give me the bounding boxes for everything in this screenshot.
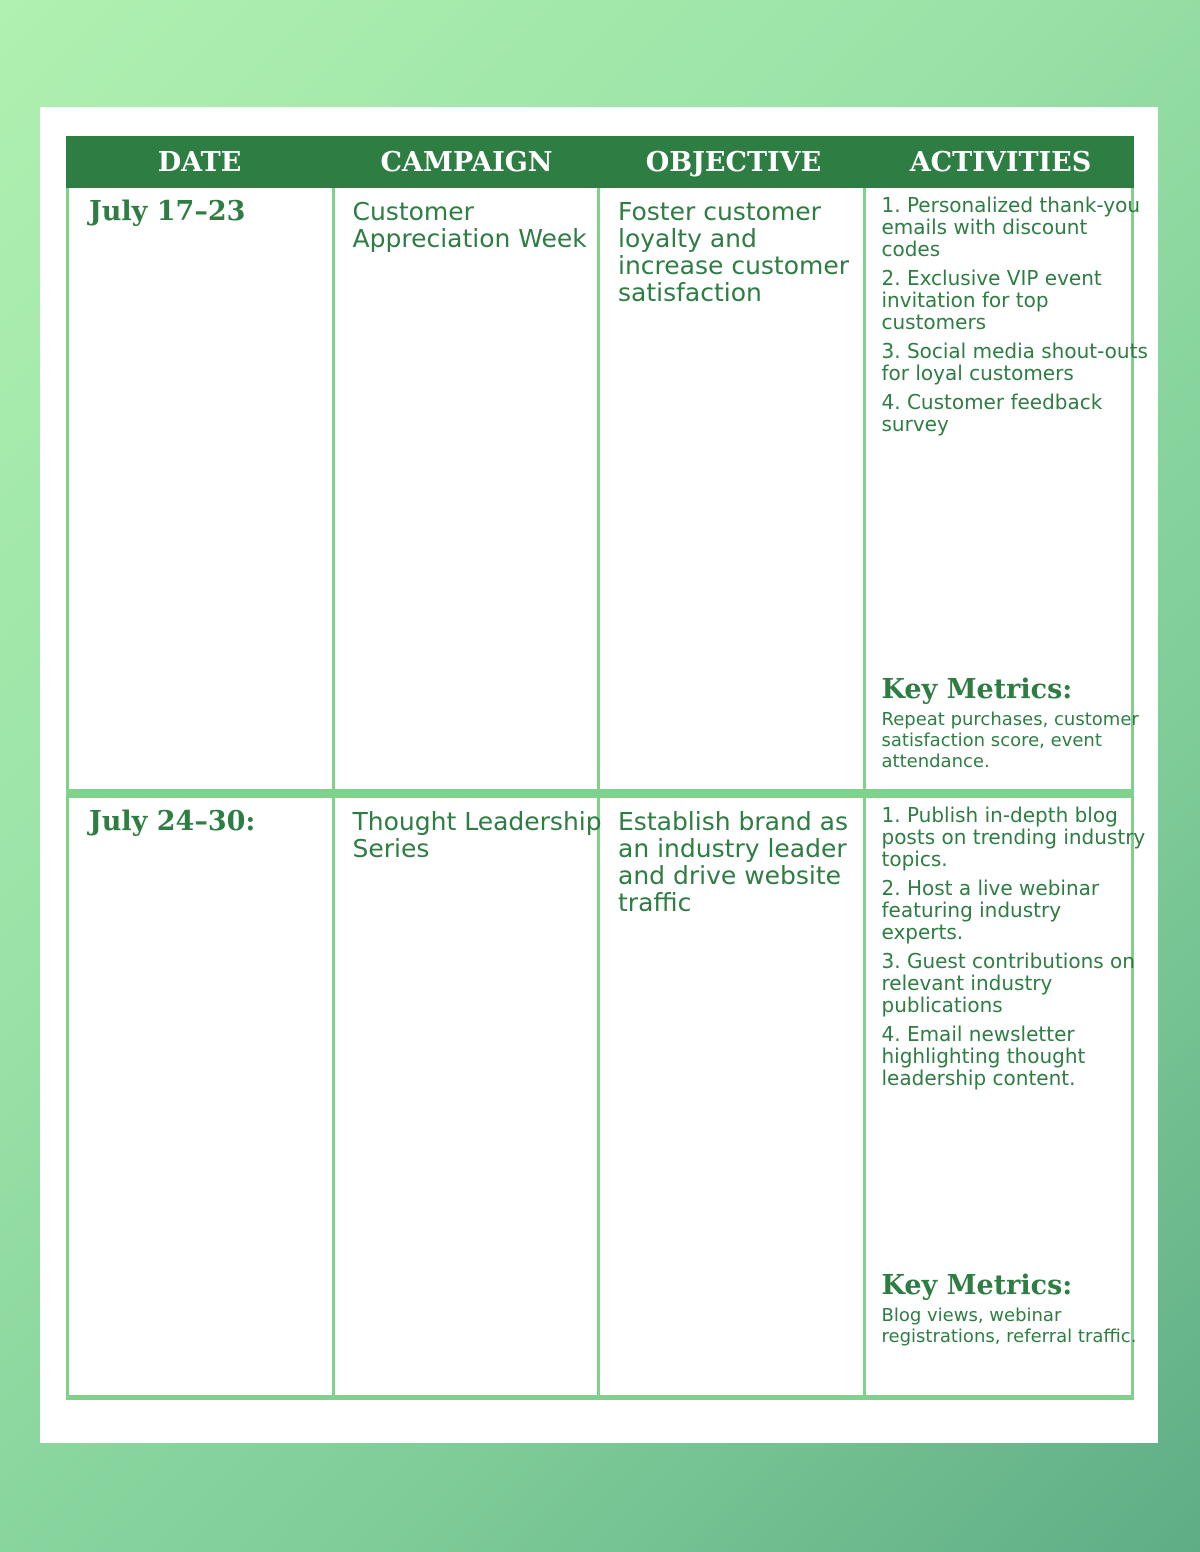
marketing-calendar-table bbox=[66, 136, 1148, 1400]
campaign-cell bbox=[335, 188, 601, 789]
activity-item: 4. Email newsletter highlighting thought leadership content. bbox=[881, 1022, 1086, 1090]
objective-cell bbox=[600, 798, 866, 1395]
activity-item: 1. Publish in-depth blog posts on trending industry topics. bbox=[881, 803, 1146, 871]
table-row bbox=[66, 792, 1146, 1400]
key-metrics bbox=[882, 674, 1139, 772]
table-header bbox=[66, 136, 1134, 188]
activity-item: 2. Host a live webinar featuring industry experts. bbox=[881, 876, 1100, 944]
header-date: DATE bbox=[157, 146, 242, 178]
header-objective: OBJECTIVE bbox=[645, 146, 822, 178]
date-cell bbox=[69, 798, 335, 1395]
key-metrics-text: Repeat purchases, customer satisfaction score, event attendance. bbox=[881, 709, 1139, 772]
activities-list bbox=[882, 804, 1149, 1096]
key-metrics bbox=[882, 1270, 1139, 1347]
row-date: July 24–30: bbox=[89, 806, 256, 837]
row-objective: Establish brand as an industry leader and drive website traffic bbox=[618, 807, 848, 917]
row-date: July 17–23 bbox=[89, 196, 246, 227]
key-metrics-title: Key Metrics: bbox=[881, 1270, 1073, 1301]
activities-cell bbox=[866, 188, 1148, 789]
row-campaign: Customer Appreciation Week bbox=[352, 197, 587, 253]
header-activities: ACTIVITIES bbox=[909, 146, 1092, 178]
activities-cell bbox=[866, 798, 1146, 1395]
key-metrics-text: Blog views, webinar registrations, referral traffic. bbox=[881, 1305, 1137, 1347]
activity-item: 3. Social media shout-outs for loyal customers bbox=[881, 339, 1148, 385]
activity-item: 4. Customer feedback survey bbox=[881, 390, 1103, 436]
table-row bbox=[66, 188, 1148, 792]
activity-item: 2. Exclusive VIP event invitation for top customers bbox=[881, 266, 1102, 334]
activity-item: 1. Personalized thank-you emails with discount codes bbox=[881, 193, 1141, 261]
objective-cell bbox=[600, 188, 866, 789]
row-campaign: Thought Leadership Series bbox=[352, 807, 602, 863]
row-objective: Foster customer loyalty and increase customer satisfaction bbox=[618, 197, 850, 307]
key-metrics-title: Key Metrics: bbox=[881, 674, 1073, 705]
header-campaign: CAMPAIGN bbox=[380, 146, 553, 178]
activities-list bbox=[882, 194, 1149, 442]
activity-item: 3. Guest contributions on relevant industry publications bbox=[881, 949, 1135, 1017]
date-cell bbox=[69, 188, 335, 789]
campaign-cell bbox=[335, 798, 601, 1395]
